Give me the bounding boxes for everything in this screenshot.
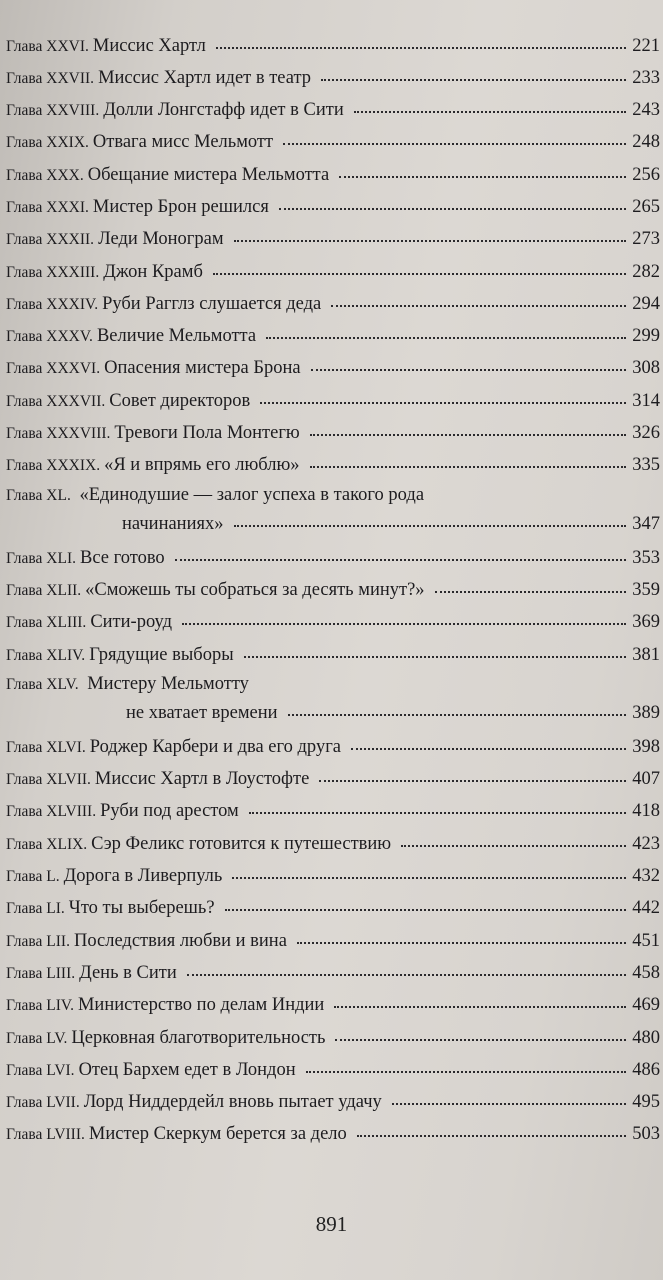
chapter-label: Глава XXXVI.	[6, 360, 101, 378]
toc-entry	[6, 191, 660, 223]
page-ref: 221	[632, 35, 660, 56]
page-ref: 265	[632, 196, 660, 217]
chapter-title: Опасения мистера Брона	[104, 358, 301, 379]
page-ref: 432	[632, 866, 660, 887]
chapter-label: Глава XXVII.	[6, 69, 95, 87]
chapter-title: Руби Рагглз слушается деда	[102, 293, 322, 314]
dot-leader	[357, 1117, 626, 1138]
toc-entry-line	[6, 671, 660, 697]
chapter-title: Сэр Феликс готовится к путешествию	[91, 833, 392, 854]
dot-leader	[225, 891, 627, 912]
toc-entry	[6, 30, 660, 62]
toc-entry	[6, 925, 660, 957]
chapter-label: Глава XXXIX.	[6, 457, 101, 475]
page-ref: 294	[632, 293, 660, 314]
chapter-title: Миссис Хартл в Лоустофте	[94, 769, 310, 790]
dot-leader	[331, 286, 626, 307]
chapter-label: Глава XXXVII.	[6, 392, 106, 410]
toc-entry	[6, 159, 660, 191]
chapter-label: Глава XLIV.	[6, 646, 86, 664]
page-ref: 458	[632, 962, 660, 983]
chapter-title: Джон Крамб	[103, 261, 203, 282]
chapter-title: Роджер Карбери и два его друга	[89, 736, 341, 757]
dot-leader	[334, 988, 626, 1009]
chapter-label: Глава XXXIV.	[6, 295, 99, 313]
toc-entry	[6, 828, 660, 860]
toc-entry	[6, 990, 660, 1022]
toc-entry	[6, 607, 660, 639]
chapter-label: Глава XXVI.	[6, 37, 89, 55]
dot-leader	[288, 696, 627, 717]
chapter-label: Глава XLIX.	[6, 835, 88, 853]
chapter-label: Глава XLI.	[6, 549, 76, 567]
chapter-title: Обещание мистера Мельмотта	[87, 164, 330, 185]
dot-leader	[283, 125, 626, 146]
chapter-label: Глава LVIII.	[6, 1126, 85, 1144]
page-ref: 423	[632, 833, 660, 854]
dot-leader	[213, 254, 626, 275]
chapter-title: Отец Бархем едет в Лондон	[78, 1059, 296, 1080]
chapter-label: Глава LII.	[6, 932, 70, 950]
page-ref: 273	[632, 229, 660, 250]
chapter-label: Глава LIII.	[6, 964, 76, 982]
dot-leader	[319, 762, 626, 783]
page-ref: 407	[632, 769, 660, 790]
chapter-title: Церковная благотворительность	[71, 1027, 326, 1048]
dot-leader	[279, 189, 626, 210]
toc-entry	[6, 482, 660, 540]
toc-entry	[6, 1119, 660, 1151]
page-ref: 381	[632, 644, 660, 665]
dot-leader	[311, 351, 627, 372]
dot-leader	[216, 28, 626, 49]
chapter-label: Глава XXXV.	[6, 328, 93, 346]
page-ref: 480	[632, 1027, 660, 1048]
chapter-label: Глава LIV.	[6, 997, 74, 1015]
chapter-label: Глава XXXI.	[6, 198, 89, 216]
chapter-title: Долли Лонгстафф идет в Сити	[103, 100, 344, 121]
chapter-label: Глава L.	[6, 868, 60, 886]
toc-entry	[6, 542, 660, 574]
dot-leader	[260, 383, 626, 404]
dot-leader	[401, 826, 626, 847]
page-ref: 469	[632, 995, 660, 1016]
chapter-label: Глава XXIX.	[6, 134, 89, 152]
chapter-title: Отвага мисс Мельмотт	[92, 132, 274, 153]
dot-leader	[354, 93, 627, 114]
chapter-label: Глава XLVI.	[6, 738, 86, 756]
toc-entry	[6, 288, 660, 320]
chapter-title: «Сможешь ты собраться за десять минут?»	[85, 579, 425, 600]
dot-leader	[249, 794, 626, 815]
chapter-label: Глава XLIII.	[6, 614, 87, 632]
dot-leader	[244, 637, 627, 658]
chapter-title: Руби под арестом	[100, 801, 239, 822]
chapter-title: День в Сити	[79, 962, 177, 983]
page-ref: 398	[632, 736, 660, 757]
page-ref: 495	[632, 1092, 660, 1113]
toc-entry-line	[6, 482, 660, 508]
toc-entry	[6, 418, 660, 450]
page-ref: 326	[632, 423, 660, 444]
dot-leader	[310, 416, 627, 437]
dot-leader	[234, 222, 627, 243]
chapter-title-continued: не хватает времени	[126, 703, 278, 724]
dot-leader	[310, 448, 627, 469]
toc-entry-line	[6, 508, 660, 540]
dot-leader	[306, 1052, 627, 1073]
toc-entry	[6, 893, 660, 925]
page-ref: 248	[632, 132, 660, 153]
dot-leader	[321, 60, 626, 81]
chapter-label: Глава XXXII.	[6, 231, 95, 249]
chapter-label: Глава XLVII.	[6, 771, 91, 789]
dot-leader	[297, 923, 626, 944]
toc-entry	[6, 764, 660, 796]
toc-entry	[6, 957, 660, 989]
page-ref: 451	[632, 930, 660, 951]
toc-entry	[6, 95, 660, 127]
page-ref: 389	[632, 703, 660, 724]
toc-entry	[6, 671, 660, 729]
toc-entry	[6, 224, 660, 256]
toc-entry	[6, 574, 660, 606]
dot-leader	[232, 859, 626, 880]
chapter-title: Дорога в Ливерпуль	[63, 866, 223, 887]
toc-entry	[6, 450, 660, 482]
dot-leader	[351, 729, 626, 750]
chapter-label: Глава XXXIII.	[6, 263, 100, 281]
toc-entry	[6, 62, 660, 94]
toc-entry	[6, 1054, 660, 1086]
chapter-title: Все готово	[79, 547, 165, 568]
toc-entry	[6, 861, 660, 893]
toc-entry	[6, 1022, 660, 1054]
chapter-title: Величие Мельмотта	[96, 326, 257, 347]
page-ref: 418	[632, 801, 660, 822]
toc-entry	[6, 385, 660, 417]
chapter-title: Совет директоров	[109, 390, 251, 411]
page-ref: 442	[632, 898, 660, 919]
page-ref: 243	[632, 100, 660, 121]
chapter-title: Сити-роуд	[90, 612, 172, 633]
toc-entry	[6, 321, 660, 353]
page-number: 891	[315, 1212, 348, 1236]
page-ref: 347	[632, 514, 660, 535]
chapter-title: Мистер Брон решился	[92, 196, 269, 217]
dot-leader	[234, 507, 627, 528]
page-ref: 486	[632, 1059, 660, 1080]
page-ref: 335	[632, 455, 660, 476]
toc-entry	[6, 639, 660, 671]
chapter-title: Тревоги Пола Монтегю	[114, 423, 300, 444]
dot-leader	[266, 319, 626, 340]
dot-leader	[182, 605, 626, 626]
chapter-title: Миссис Хартл идет в театр	[98, 67, 312, 88]
chapter-label: Глава LVII.	[6, 1094, 80, 1112]
dot-leader	[435, 572, 627, 593]
dot-leader	[335, 1020, 626, 1041]
toc-entry	[6, 256, 660, 288]
chapter-title: «Единодушие — залог успеха в такого рода	[74, 485, 425, 506]
chapter-title: Леди Монограм	[98, 229, 224, 250]
page-ref: 282	[632, 261, 660, 282]
page-ref: 369	[632, 612, 660, 633]
chapter-label: Глава LV.	[6, 1029, 68, 1047]
toc-entry	[6, 731, 660, 763]
chapter-label: Глава XLV.	[6, 676, 79, 694]
chapter-title: Что ты выберешь?	[68, 898, 215, 919]
table-of-contents	[6, 30, 660, 1151]
chapter-title: Лорд Ниддердейл вновь пытает удачу	[83, 1092, 382, 1113]
toc-entry	[6, 127, 660, 159]
chapter-title: Миссис Хартл	[92, 35, 206, 56]
dot-leader	[175, 540, 627, 561]
chapter-label: Глава XL.	[6, 487, 71, 505]
chapter-title: Мистеру Мельмотту	[82, 674, 249, 695]
chapter-title-continued: начинаниях»	[122, 514, 224, 535]
page-ref: 299	[632, 326, 660, 347]
chapter-title: Последствия любви и вина	[73, 930, 287, 951]
chapter-label: Глава XLII.	[6, 581, 82, 599]
page-ref: 353	[632, 547, 660, 568]
chapter-title: «Я и впрямь его люблю»	[104, 455, 300, 476]
toc-entry	[6, 353, 660, 385]
page-ref: 233	[632, 67, 660, 88]
page-ref: 359	[632, 579, 660, 600]
page-ref: 308	[632, 358, 660, 379]
chapter-title: Мистер Скеркум берется за дело	[88, 1124, 347, 1145]
page-ref: 256	[632, 164, 660, 185]
chapter-label: Глава XXVIII.	[6, 102, 100, 120]
dot-leader	[339, 157, 626, 178]
chapter-title: Министерство по делам Индии	[77, 995, 325, 1016]
toc-entry	[6, 796, 660, 828]
chapter-label: Глава XXX.	[6, 166, 84, 184]
toc-entry	[6, 1087, 660, 1119]
chapter-label: Глава XXXVIII.	[6, 425, 111, 443]
dot-leader	[392, 1085, 626, 1106]
dot-leader	[187, 955, 627, 976]
chapter-label: Глава XLVIII.	[6, 803, 97, 821]
page-ref: 503	[632, 1124, 660, 1145]
page-ref: 314	[632, 390, 660, 411]
chapter-label: Глава LI.	[6, 900, 65, 918]
chapter-label: Глава LVI.	[6, 1061, 75, 1079]
toc-entry-line	[6, 697, 660, 729]
chapter-title: Грядущие выборы	[89, 644, 234, 665]
